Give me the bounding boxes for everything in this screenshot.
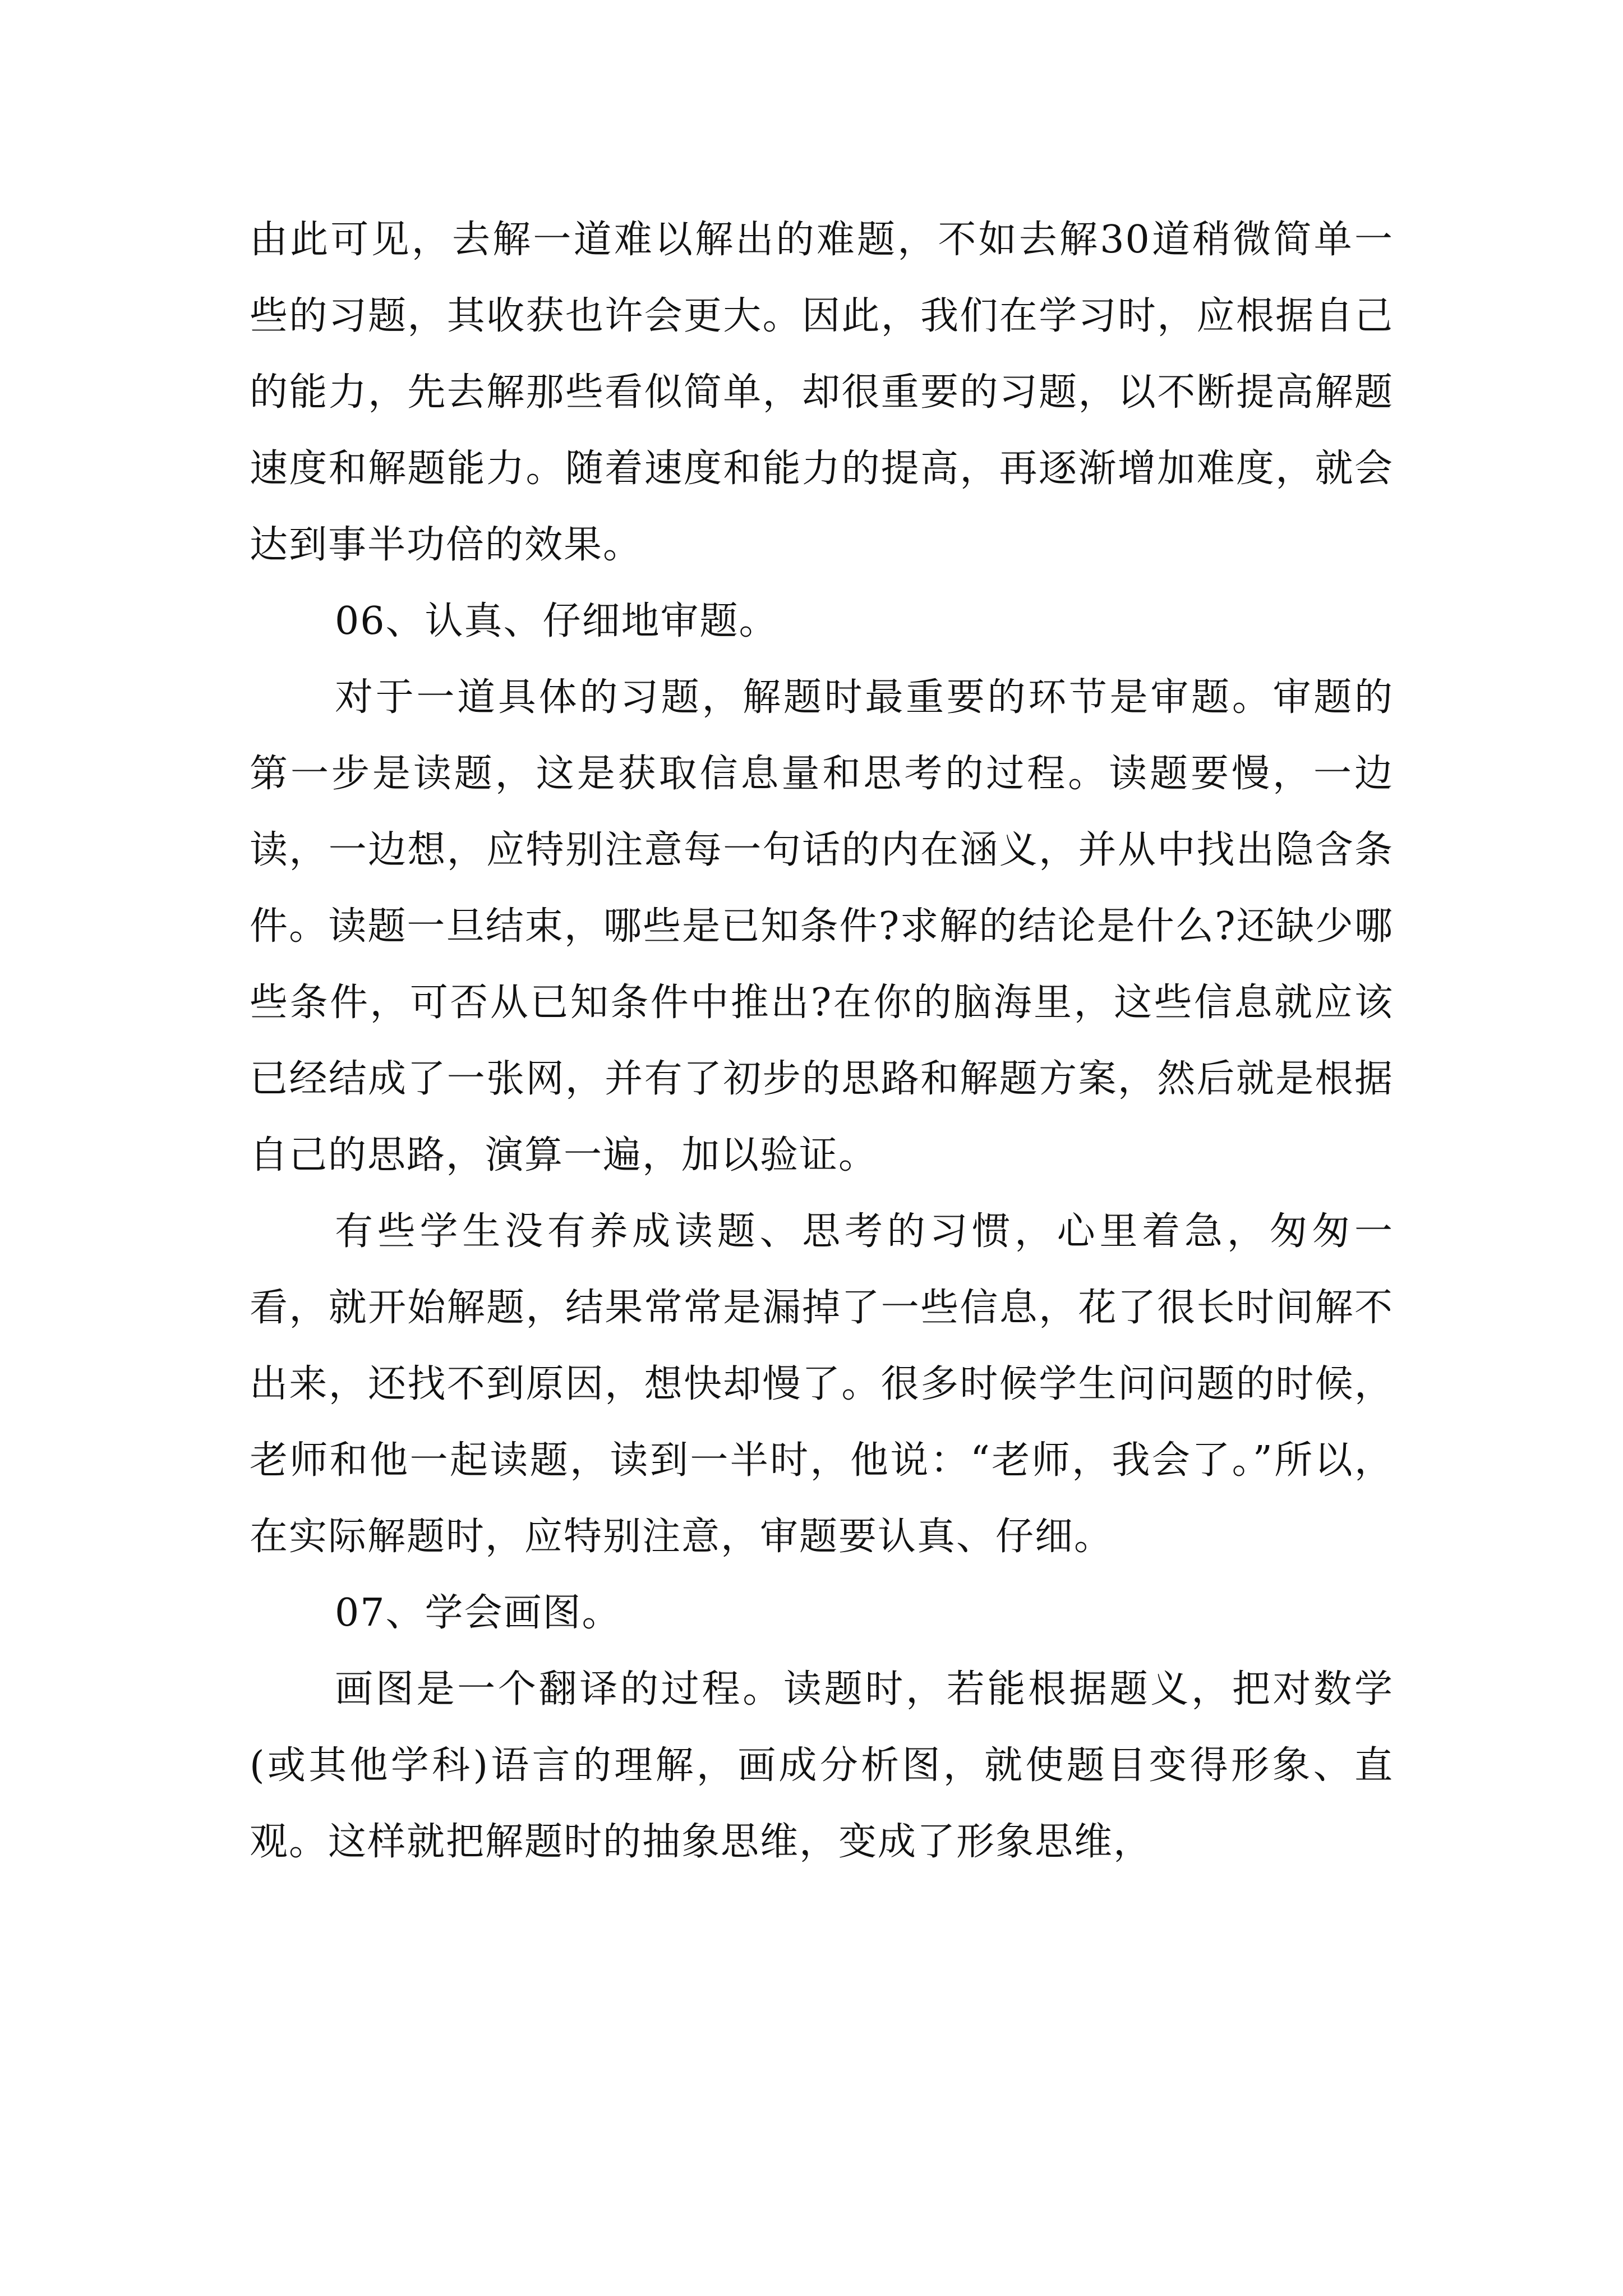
section-heading-07: 07、学会画图。 bbox=[335, 1591, 621, 1635]
paragraph-careful-reading: 对于一道具体的习题，解题时最重要的环节是审题。审题的第一步是读题，这是获取信息量和思考的过程。读题要慢，一边读，一边想，应特别注意每一句话的内在涵义，并从中找出隐含条件。读题一旦结束，哪些是已知条件?求解的结论是什么?还缺少哪些条件，可否从已知条件中推出?在你的脑海里，这些信息就应该已经结成了一张网，并有了初步的思路和解题方案，然后就是根据自己的思路，演算一遍，加以验证。 bbox=[250, 675, 1394, 1177]
paragraph-intro-continuation: 由此可见，去解一道难以解出的难题，不如去解30道稍微简单一些的习题，其收获也许会更大。因此，我们在学习时，应根据自己的能力，先去解那些看似简单，却很重要的习题，以不断提高解题速度和解题能力。随着速度和能力的提高，再逐渐增加难度，就会达到事半功倍的效果。 bbox=[250, 218, 1394, 567]
document-body bbox=[250, 202, 1394, 1880]
section-heading-06: 06、认真、仔细地审题。 bbox=[335, 599, 778, 643]
paragraph-reading-habits: 有些学生没有养成读题、思考的习惯，心里着急，匆匆一看，就开始解题，结果常常是漏掉了一些信息，花了很长时间解不出来，还找不到原因，想快却慢了。很多时候学生问问题的时候，老师和他一起读题，读到一半时，他说：“老师，我会了。”所以，在实际解题时，应特别注意，审题要认真、仔细。 bbox=[250, 1209, 1394, 1559]
paragraph-drawing: 画图是一个翻译的过程。读题时，若能根据题义，把对数学(或其他学科)语言的理解，画成分析图，就使题目变得形象、直观。这样就把解题时的抽象思维，变成了形象思维， bbox=[250, 1667, 1394, 1864]
